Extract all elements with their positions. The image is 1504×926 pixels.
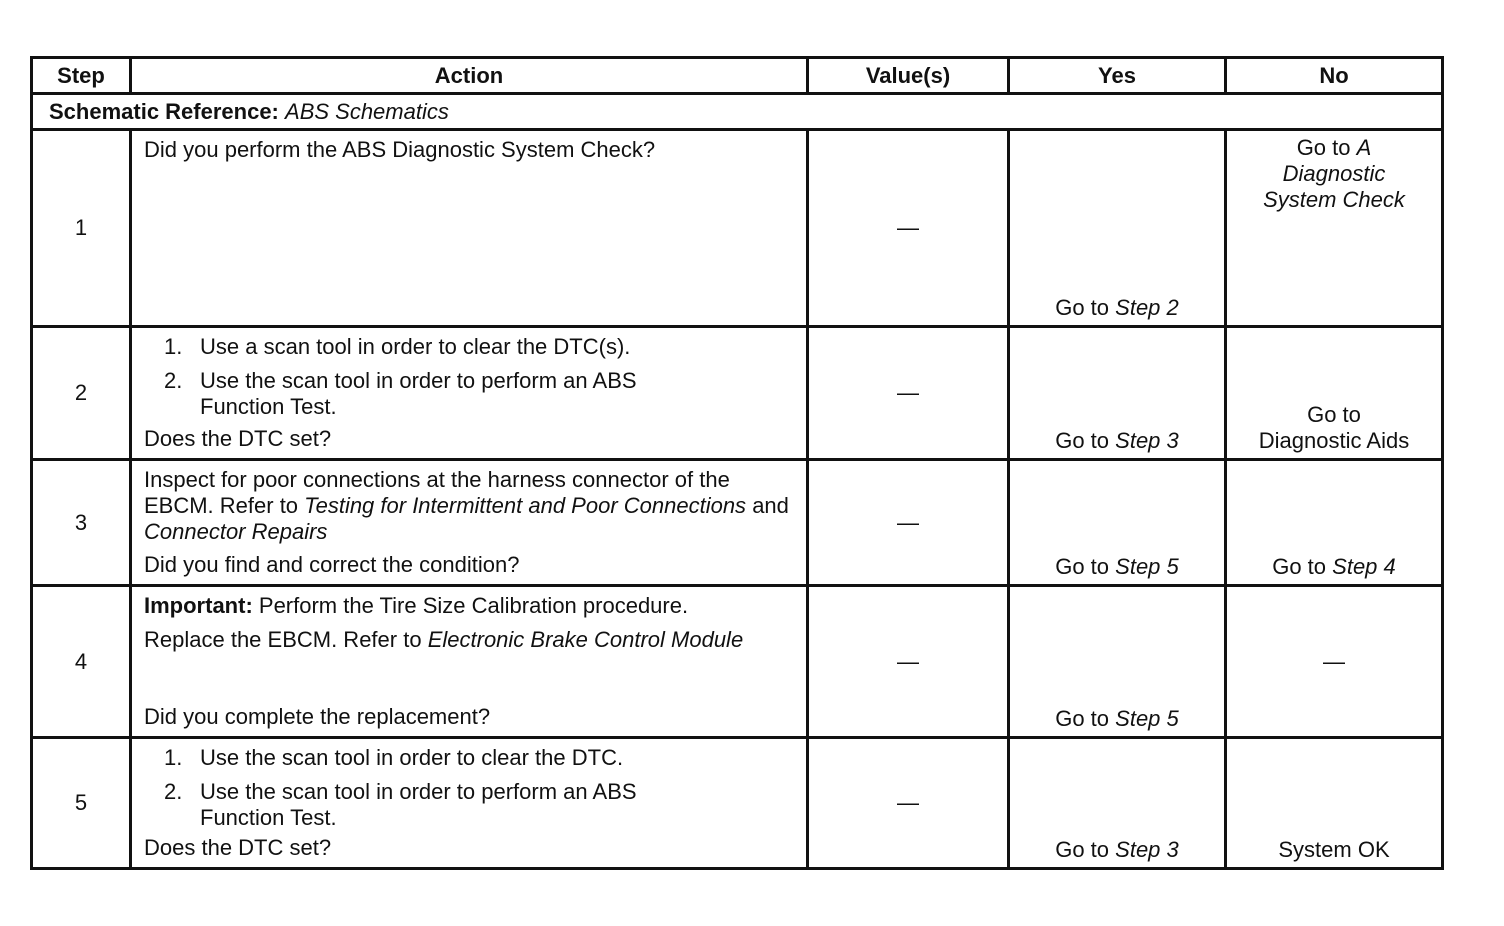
list-text: Use the scan tool in order to perform an ABS Function Test.: [200, 368, 637, 419]
no-cell: [1226, 327, 1443, 460]
schematic-label: Schematic Reference:: [49, 98, 279, 124]
no-result: System OK: [1278, 837, 1390, 862]
list-item: [164, 779, 794, 831]
table-row: [32, 586, 1443, 738]
no-prefix: Go to: [1307, 402, 1361, 427]
list-number: 1.: [164, 745, 183, 770]
yes-cell: [1009, 738, 1226, 869]
yes-prefix: Go to: [1055, 428, 1110, 453]
yes-prefix: Go to: [1055, 295, 1110, 320]
no-link-part-2[interactable]: Diagnostic: [1282, 161, 1386, 186]
action-cell: [131, 327, 808, 460]
yes-cell: [1009, 460, 1226, 586]
important-label: Important:: [144, 593, 253, 618]
list-number: 2.: [164, 368, 183, 393]
yes-cell: [1009, 586, 1226, 738]
action-cell: [131, 586, 808, 738]
important-note: [144, 593, 794, 619]
schematic-reference: [32, 94, 1443, 130]
yes-prefix: Go to: [1055, 554, 1110, 579]
no-link[interactable]: Diagnostic Aids: [1258, 428, 1410, 453]
list-item: [164, 368, 794, 420]
action-question: Did you find and correct the condition?: [144, 552, 520, 577]
no-dash: —: [1323, 648, 1345, 674]
action-list: [144, 745, 794, 831]
action-cell: [131, 130, 808, 327]
step-number: 3: [32, 460, 131, 586]
yes-link[interactable]: Step 5: [1115, 554, 1179, 579]
action-and: and: [752, 493, 789, 518]
action-text: Did you perform the ABS Diagnostic System Check?: [144, 137, 656, 162]
action-text: Inspect for poor connections at the harness connector of the EBCM. Refer to: [144, 467, 730, 518]
yes-link[interactable]: Step 5: [1115, 706, 1179, 731]
action-link[interactable]: Testing for Intermittent and Poor Connections: [304, 493, 747, 518]
action-link[interactable]: Connector Repairs: [144, 519, 328, 544]
header-no: No: [1226, 58, 1443, 94]
header-row: [32, 58, 1443, 94]
yes-link[interactable]: Step 3: [1115, 837, 1179, 862]
important-text: Perform the Tire Size Calibration procedure.: [258, 593, 689, 618]
action-paragraph: [144, 467, 794, 545]
no-link-part-3[interactable]: System Check: [1263, 187, 1405, 212]
table-row: [32, 327, 1443, 460]
yes-link[interactable]: Step 2: [1115, 295, 1179, 320]
no-link-part-1[interactable]: A: [1356, 135, 1372, 160]
action-question: Does the DTC set?: [144, 426, 332, 451]
action-paragraph: [144, 627, 794, 653]
value-dash: —: [897, 215, 919, 240]
action-text: Replace the EBCM. Refer to: [144, 627, 422, 652]
table-row: [32, 130, 1443, 327]
value-dash: —: [897, 380, 919, 405]
list-text: Use the scan tool in order to perform an ABS Function Test.: [200, 779, 637, 830]
list-item: [164, 334, 794, 360]
yes-link[interactable]: Step 3: [1115, 428, 1179, 453]
no-cell: [1226, 460, 1443, 586]
action-link[interactable]: Electronic Brake Control Module: [427, 627, 744, 652]
schematic-link[interactable]: ABS Schematics: [285, 98, 449, 124]
step-number: 1: [32, 130, 131, 327]
list-text: Use a scan tool in order to clear the DTC(s).: [200, 334, 631, 359]
value-dash: —: [897, 648, 919, 674]
no-prefix: Go to: [1296, 135, 1351, 160]
table-row: [32, 460, 1443, 586]
value-cell: [808, 130, 1009, 327]
value-dash: —: [897, 790, 919, 815]
list-number: 1.: [164, 334, 183, 359]
yes-cell: [1009, 327, 1226, 460]
header-step: Step: [32, 58, 131, 94]
action-list: [144, 334, 794, 420]
value-cell: [808, 586, 1009, 738]
no-cell: [1226, 130, 1443, 327]
action-question: Did you complete the replacement?: [144, 704, 491, 729]
header-action: Action: [131, 58, 808, 94]
step-number: 4: [32, 586, 131, 738]
list-number: 2.: [164, 779, 183, 804]
value-cell: [808, 327, 1009, 460]
header-values: Value(s): [808, 58, 1009, 94]
action-cell: [131, 460, 808, 586]
table-row: [32, 738, 1443, 869]
no-link[interactable]: Step 4: [1332, 554, 1396, 579]
action-question: Does the DTC set?: [144, 835, 332, 860]
value-dash: —: [897, 509, 919, 535]
no-cell: [1226, 738, 1443, 869]
list-text: Use the scan tool in order to clear the DTC.: [200, 745, 624, 770]
header-yes: Yes: [1009, 58, 1226, 94]
step-number: 5: [32, 738, 131, 869]
diagnostic-table: [30, 56, 1444, 870]
yes-prefix: Go to: [1055, 837, 1110, 862]
yes-prefix: Go to: [1055, 706, 1110, 731]
value-cell: [808, 460, 1009, 586]
value-cell: [808, 738, 1009, 869]
no-prefix: Go to: [1272, 554, 1327, 579]
no-cell: [1226, 586, 1443, 738]
schematic-row: [32, 94, 1443, 130]
list-item: [164, 745, 794, 771]
step-number: 2: [32, 327, 131, 460]
yes-cell: [1009, 130, 1226, 327]
action-cell: [131, 738, 808, 869]
